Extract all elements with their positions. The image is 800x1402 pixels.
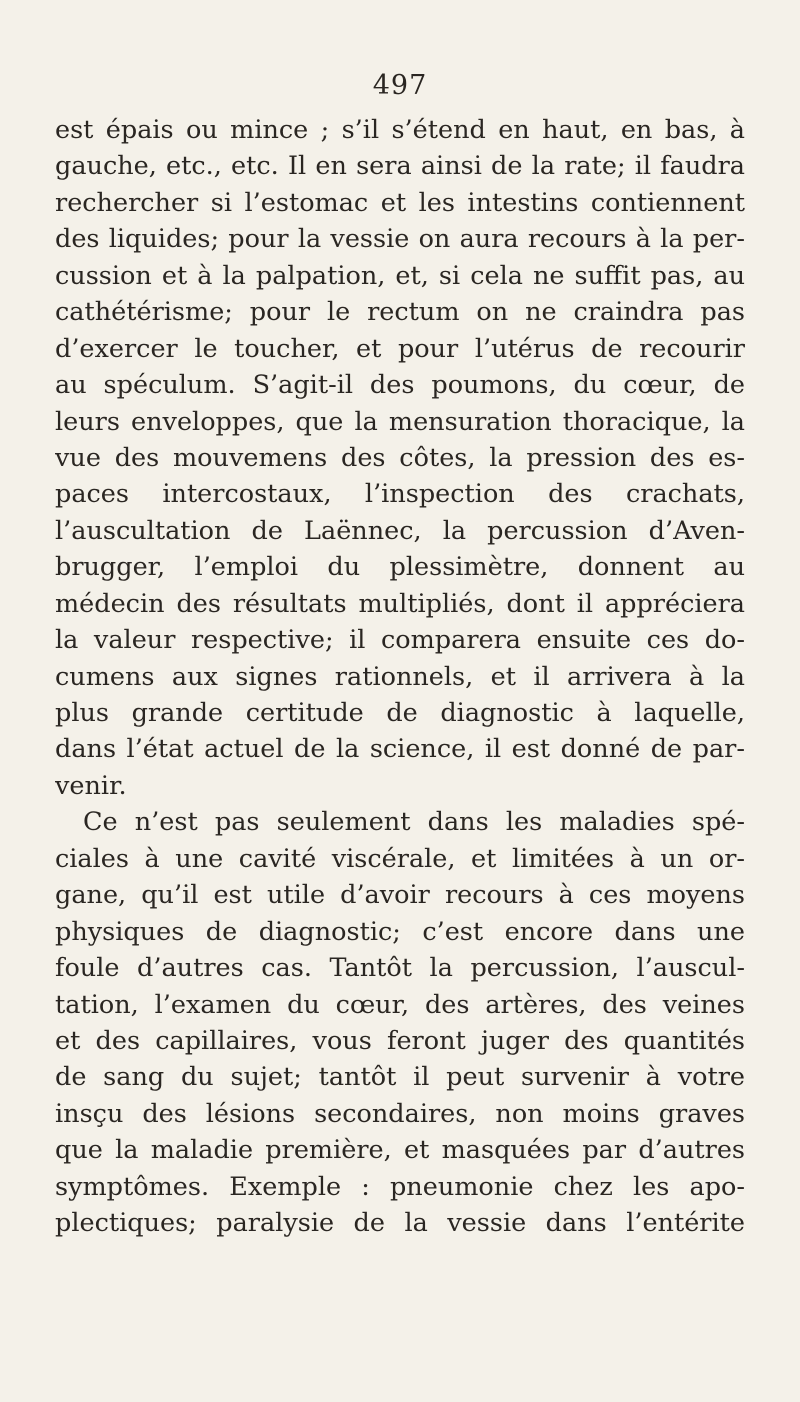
text-line: dans l’état actuel de la science, il est donné de par- — [55, 734, 745, 765]
text-line: tation, l’examen du cœur, des artères, des veines — [55, 989, 745, 1020]
text-line: insçu des lésions secondaires, non moins graves — [55, 1098, 745, 1129]
text-line: brugger, l’emploi du plessimètre, donnent au — [55, 552, 745, 583]
text-line: et des capillaires, vous feront juger des quantités — [55, 1025, 745, 1056]
text-line: venir. — [55, 770, 127, 801]
text-line: ciales à une cavité viscérale, et limitées à un or- — [55, 843, 745, 874]
text-line: cumens aux signes rationnels, et il arrivera à la — [55, 661, 745, 692]
text-line: gauche, etc., etc. Il en sera ainsi de la rate; il faudra — [55, 151, 745, 182]
text-line: plectiques; paralysie de la vessie dans l’entérite — [55, 1208, 745, 1239]
text-line: Ce n’est pas seulement dans les maladies spé- — [83, 807, 745, 838]
text-line: paces intercostaux, l’inspection des crachats, — [55, 479, 745, 510]
text-line: leurs enveloppes, que la mensuration thoracique, la — [55, 406, 745, 437]
text-line: cathétérisme; pour le rectum on ne craindra pas — [55, 297, 745, 328]
text-line: cussion et à la palpation, et, si cela ne suffit pas, au — [55, 260, 745, 291]
text-line: l’auscultation de Laënnec, la percussion d’Aven- — [55, 515, 745, 546]
text-line: est épais ou mince ; s’il s’étend en haut, en bas, à — [55, 115, 745, 145]
text-line: que la maladie première, et masquées par d’autres — [55, 1135, 745, 1166]
text-line: physiques de diagnostic; c’est encore dans une — [55, 916, 745, 947]
text-line: symptômes. Exemple : pneumonie chez les apo- — [55, 1171, 745, 1202]
text-line: la valeur respective; il comparera ensuite ces do- — [55, 625, 745, 656]
text-line: foule d’autres cas. Tantôt la percussion, l’auscul- — [55, 953, 745, 984]
text-line: plus grande certitude de diagnostic à laquelle, — [55, 698, 745, 728]
page-number: 497 — [372, 70, 428, 101]
text-line: des liquides; pour la vessie on aura recours à la per- — [55, 224, 745, 255]
text-line: au spéculum. S’agit-il des poumons, du cœur, de — [55, 370, 745, 401]
text-line: médecin des résultats multipliés, dont il appréciera — [55, 588, 745, 619]
text-line: de sang du sujet; tantôt il peut survenir à votre — [55, 1062, 745, 1093]
body-text — [55, 112, 745, 1242]
text-line: gane, qu’il est utile d’avoir recours à ces moyens — [55, 880, 745, 911]
text-line: d’exercer le toucher, et pour l’utérus de recourir — [55, 333, 745, 364]
text-line: vue des mouvemens des côtes, la pression des es- — [55, 442, 745, 473]
text-line: rechercher si l’estomac et les intestins contiennent — [55, 187, 745, 218]
